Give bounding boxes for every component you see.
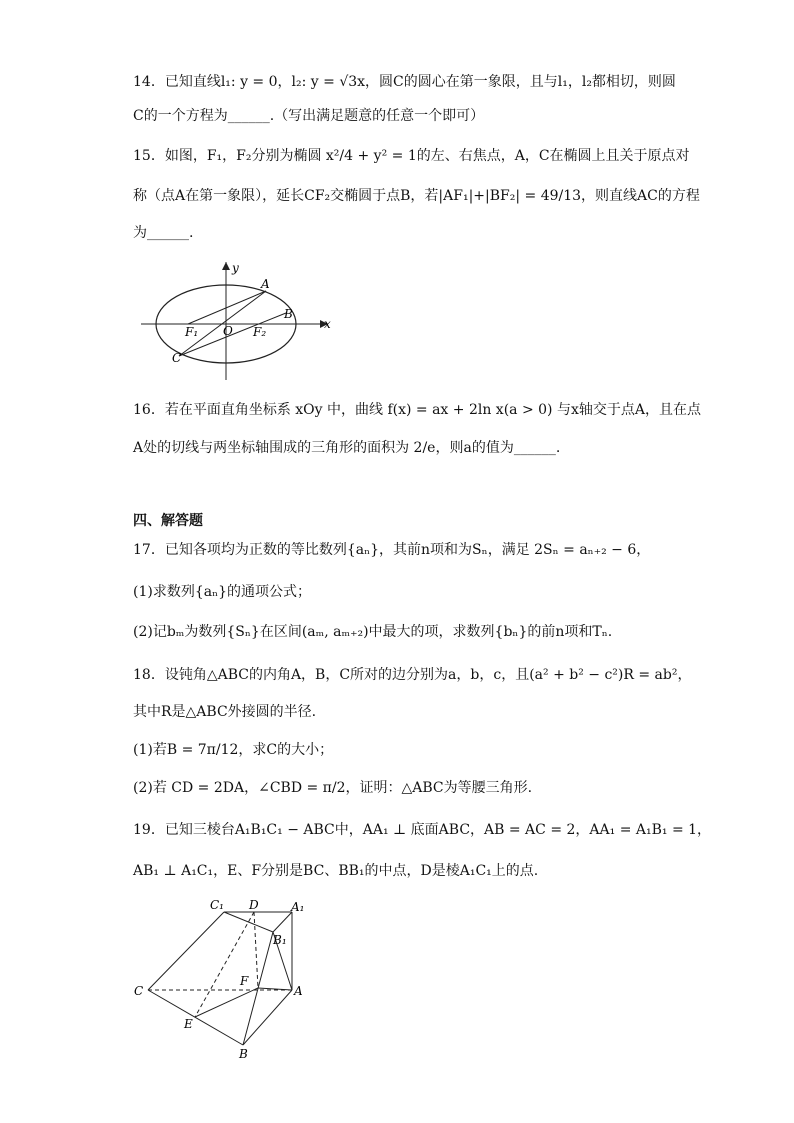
fig1-label-y: y	[232, 261, 239, 275]
q14-line1: 14．已知直线l₁: y = 0，l₂: y = √3x，圆C的圆心在第一象限，且与l₁，l₂都相切，则圆	[133, 74, 676, 90]
q15-line3: 为______.	[133, 225, 194, 241]
q17-sub2: (2)记bₘ为数列{Sₙ}在区间(aₘ, aₘ₊₂)中最大的项，求数列{bₙ}的前n项和Tₙ.	[133, 624, 613, 640]
q18-line2: 其中R是△ABC外接圆的半径.	[133, 704, 317, 720]
fig2-label-A: A	[294, 984, 303, 998]
fig2-label-A1: A₁	[291, 900, 305, 914]
fig2-label-C: C	[134, 984, 144, 998]
fig1-label-B: B	[284, 307, 293, 321]
fig1-label-x: x	[324, 317, 331, 331]
fig2-label-F: F	[240, 974, 249, 988]
q19-line1: 19．已知三棱台A₁B₁C₁ − ABC中，AA₁ ⊥ 底面ABC，AB = AC = 2，AA₁ = A₁B₁ = 1，	[133, 822, 712, 838]
q18-sub1: (1)若B = 7π/12，求C的大小；	[133, 742, 334, 758]
q18-line1: 18．设钝角△ABC的内角A，B，C所对的边分别为a，b，c，且(a² + b² − c²)R = ab²，	[133, 667, 692, 683]
fig1-label-C: C	[172, 351, 182, 365]
q16-line2: A处的切线与两坐标轴围成的三角形的面积为 2/e，则a的值为______.	[133, 440, 561, 456]
q17-line1: 17．已知各项均为正数的等比数列{aₙ}，其前n项和为Sₙ，满足 2Sₙ = aₙ₊₂ − 6，	[133, 542, 651, 558]
fig1-label-F1: F₁	[185, 325, 199, 339]
fig2-label-E: E	[184, 1017, 193, 1031]
q14-line2: C的一个方程为______.（写出满足题意的任意一个即可）	[133, 108, 485, 124]
q17-sub1: (1)求数列{aₙ}的通项公式；	[133, 584, 312, 600]
fig2-label-C1: C₁	[210, 898, 224, 912]
q16-line1: 16．若在平面直角坐标系 xOy 中，曲线 f(x) = ax + 2ln x(a > 0) 与x轴交于点A，且在点	[133, 402, 701, 418]
q15-line2: 称（点A在第一象限），延长CF₂交椭圆于点B，若|AF₁|+|BF₂| = 49/13，则直线AC的方程	[133, 188, 700, 204]
fig1-label-O: O	[223, 324, 233, 338]
fig2-label-B1: B₁	[273, 933, 287, 947]
section-heading: 四、解答题	[133, 513, 203, 529]
frustum-figure	[128, 895, 318, 1060]
q18-sub2: (2)若 CD = 2DA，∠CBD = π/2，证明：△ABC为等腰三角形.	[133, 780, 533, 796]
q15-line1: 15．如图，F₁，F₂分别为椭圆 x²/4 + y² = 1的左、右焦点，A，C在椭圆上且关于原点对	[133, 148, 690, 164]
fig2-label-D: D	[249, 898, 259, 912]
ellipse-figure	[138, 258, 338, 383]
fig1-label-A: A	[261, 277, 270, 291]
fig2-label-B: B	[239, 1047, 248, 1060]
fig1-label-F2: F₂	[253, 325, 267, 339]
q19-line2: AB₁ ⊥ A₁C₁，E、F分别是BC、BB₁的中点，D是棱A₁C₁上的点.	[133, 863, 539, 879]
